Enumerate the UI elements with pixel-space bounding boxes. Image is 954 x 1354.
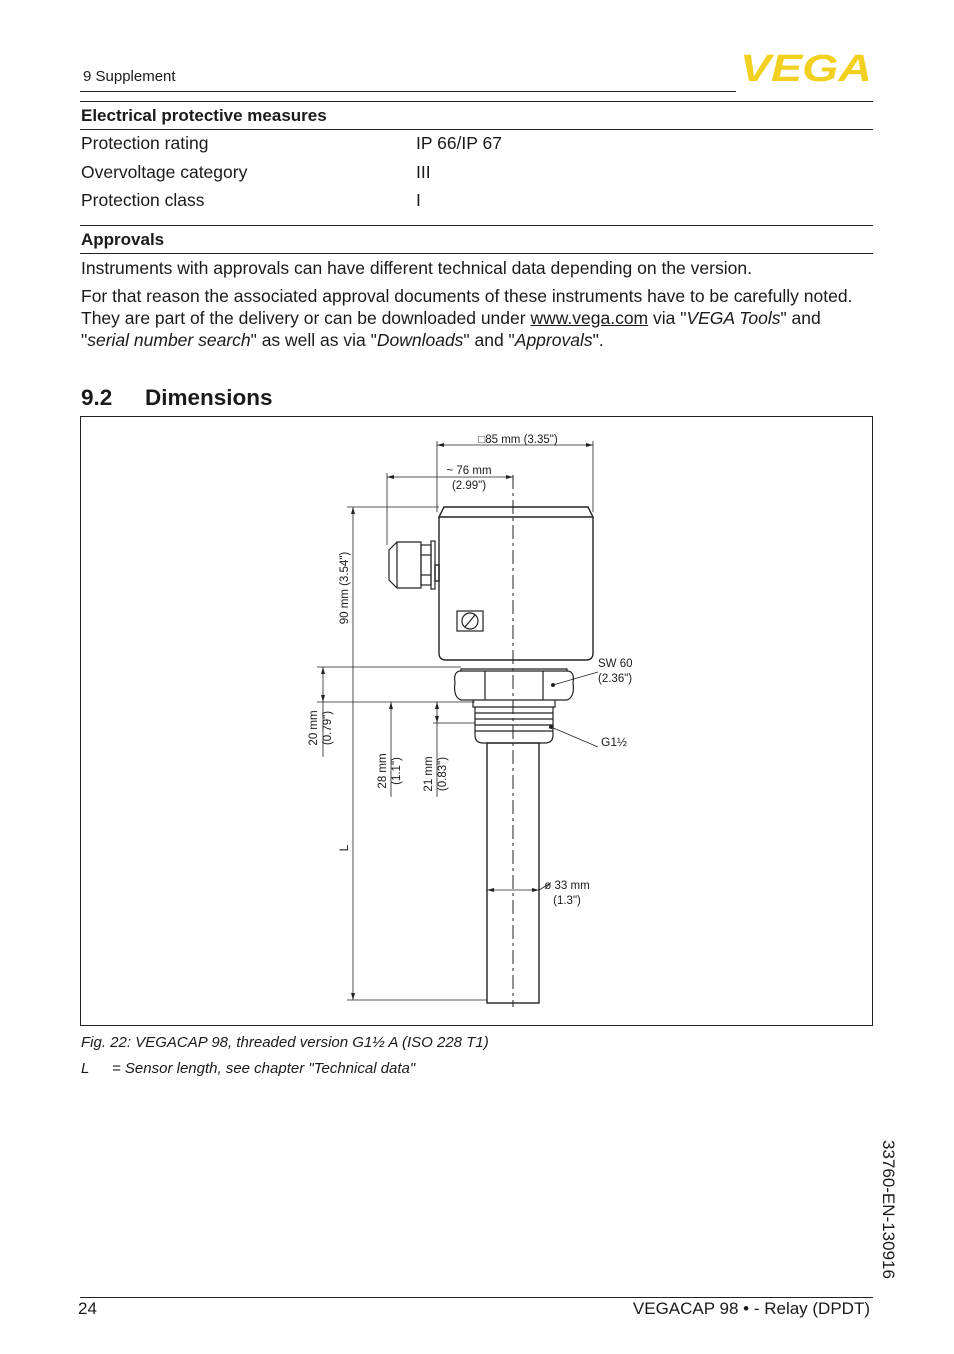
arrowheads: [321, 443, 593, 1000]
dim-L-label: L: [337, 844, 351, 852]
vega-logo: [740, 50, 874, 84]
vega-logo-text: VEGA: [740, 50, 872, 84]
footer-document-title: VEGACAP 98 • - Relay (DPDT): [632, 1299, 870, 1318]
row-label-overvoltage: Overvoltage category: [81, 162, 248, 182]
table-rule-top: [80, 101, 873, 102]
term-approvals: Approvals: [514, 330, 593, 350]
dim-90-label: 90 mm (3.54"): [339, 551, 351, 625]
dim-20-inch-label: (0.79"): [322, 710, 334, 746]
term-serial-number-search: serial number search: [87, 330, 251, 350]
row-value-protection-class: I: [416, 190, 421, 210]
approvals-heading: Approvals: [81, 230, 165, 249]
approvals-text-e: " and ": [463, 330, 515, 350]
thread: [473, 700, 555, 743]
thread-label: G1½: [601, 735, 628, 749]
section-title: Dimensions: [145, 385, 273, 410]
housing: [435, 507, 593, 660]
dimension-drawing: [81, 417, 872, 1025]
cable-gland: [389, 541, 435, 589]
footer-rule: [80, 1297, 873, 1298]
section-heading: [81, 385, 273, 411]
row-label-protection-rating: Protection rating: [81, 133, 209, 153]
approvals-text-c: " and ": [81, 308, 821, 350]
dim-20-label: 20 mm: [308, 710, 320, 746]
sw-label: SW 60: [598, 658, 633, 670]
approvals-text-b: via ": [648, 308, 687, 328]
header-section-title: 9 Supplement: [83, 68, 176, 85]
dim-28-label: 28 mm: [377, 753, 389, 789]
row-label-protection-class: Protection class: [81, 190, 205, 210]
row-value-overvoltage: III: [416, 162, 431, 182]
row-value-protection-rating: IP 66/IP 67: [416, 133, 502, 153]
dim-28-inch-label: (1.1"): [391, 757, 403, 785]
header-rule: [80, 91, 736, 92]
approvals-text-d: " as well as via ": [250, 330, 377, 350]
approvals-rule-header: [80, 253, 873, 254]
dim-76-label: ~ 76 mm: [446, 465, 492, 477]
figure-caption: Fig. 22: VEGACAP 98, threaded version G1½ A (ISO 228 T1): [81, 1034, 489, 1051]
section-number: 9.2: [81, 385, 113, 410]
legend-key: L: [81, 1060, 90, 1077]
dim-21-inch-label: (0.83"): [437, 756, 449, 792]
dim-76-inch-label: (2.99"): [451, 480, 487, 492]
dim-21-label: 21 mm: [423, 756, 435, 792]
electrical-heading: Electrical protective measures: [81, 106, 327, 125]
approvals-text-f: ".: [592, 330, 604, 350]
legend-value: = Sensor length, see chapter "Technical data": [112, 1060, 416, 1077]
dimension-figure: [80, 416, 873, 1026]
dim-square-label: □85 mm (3.35"): [478, 434, 558, 446]
vega-link[interactable]: www.vega.com: [530, 308, 649, 328]
term-downloads: Downloads: [376, 330, 464, 350]
dimension-lines: [317, 441, 598, 1000]
approvals-text-a: For that reason the associated approval documents of these instruments have to be carefully noted. They are part of the delivery or can be downloaded under: [81, 286, 853, 328]
screw: [457, 611, 483, 631]
document-code: 33760-EN-130916: [879, 1140, 898, 1279]
diameter-inch-label: (1.3"): [553, 895, 581, 907]
term-vega-tools: VEGA Tools: [686, 308, 781, 328]
table-rule-header: [80, 129, 873, 130]
diameter-label: ø 33 mm: [544, 880, 590, 892]
approvals-paragraph-1: Instruments with approvals can have different technical data depending on the version.: [81, 258, 752, 278]
approvals-paragraph-2: [81, 285, 873, 351]
page-number: 24: [78, 1299, 97, 1318]
sw-inch-label: (2.36"): [598, 673, 633, 685]
approvals-rule-top: [80, 225, 873, 226]
